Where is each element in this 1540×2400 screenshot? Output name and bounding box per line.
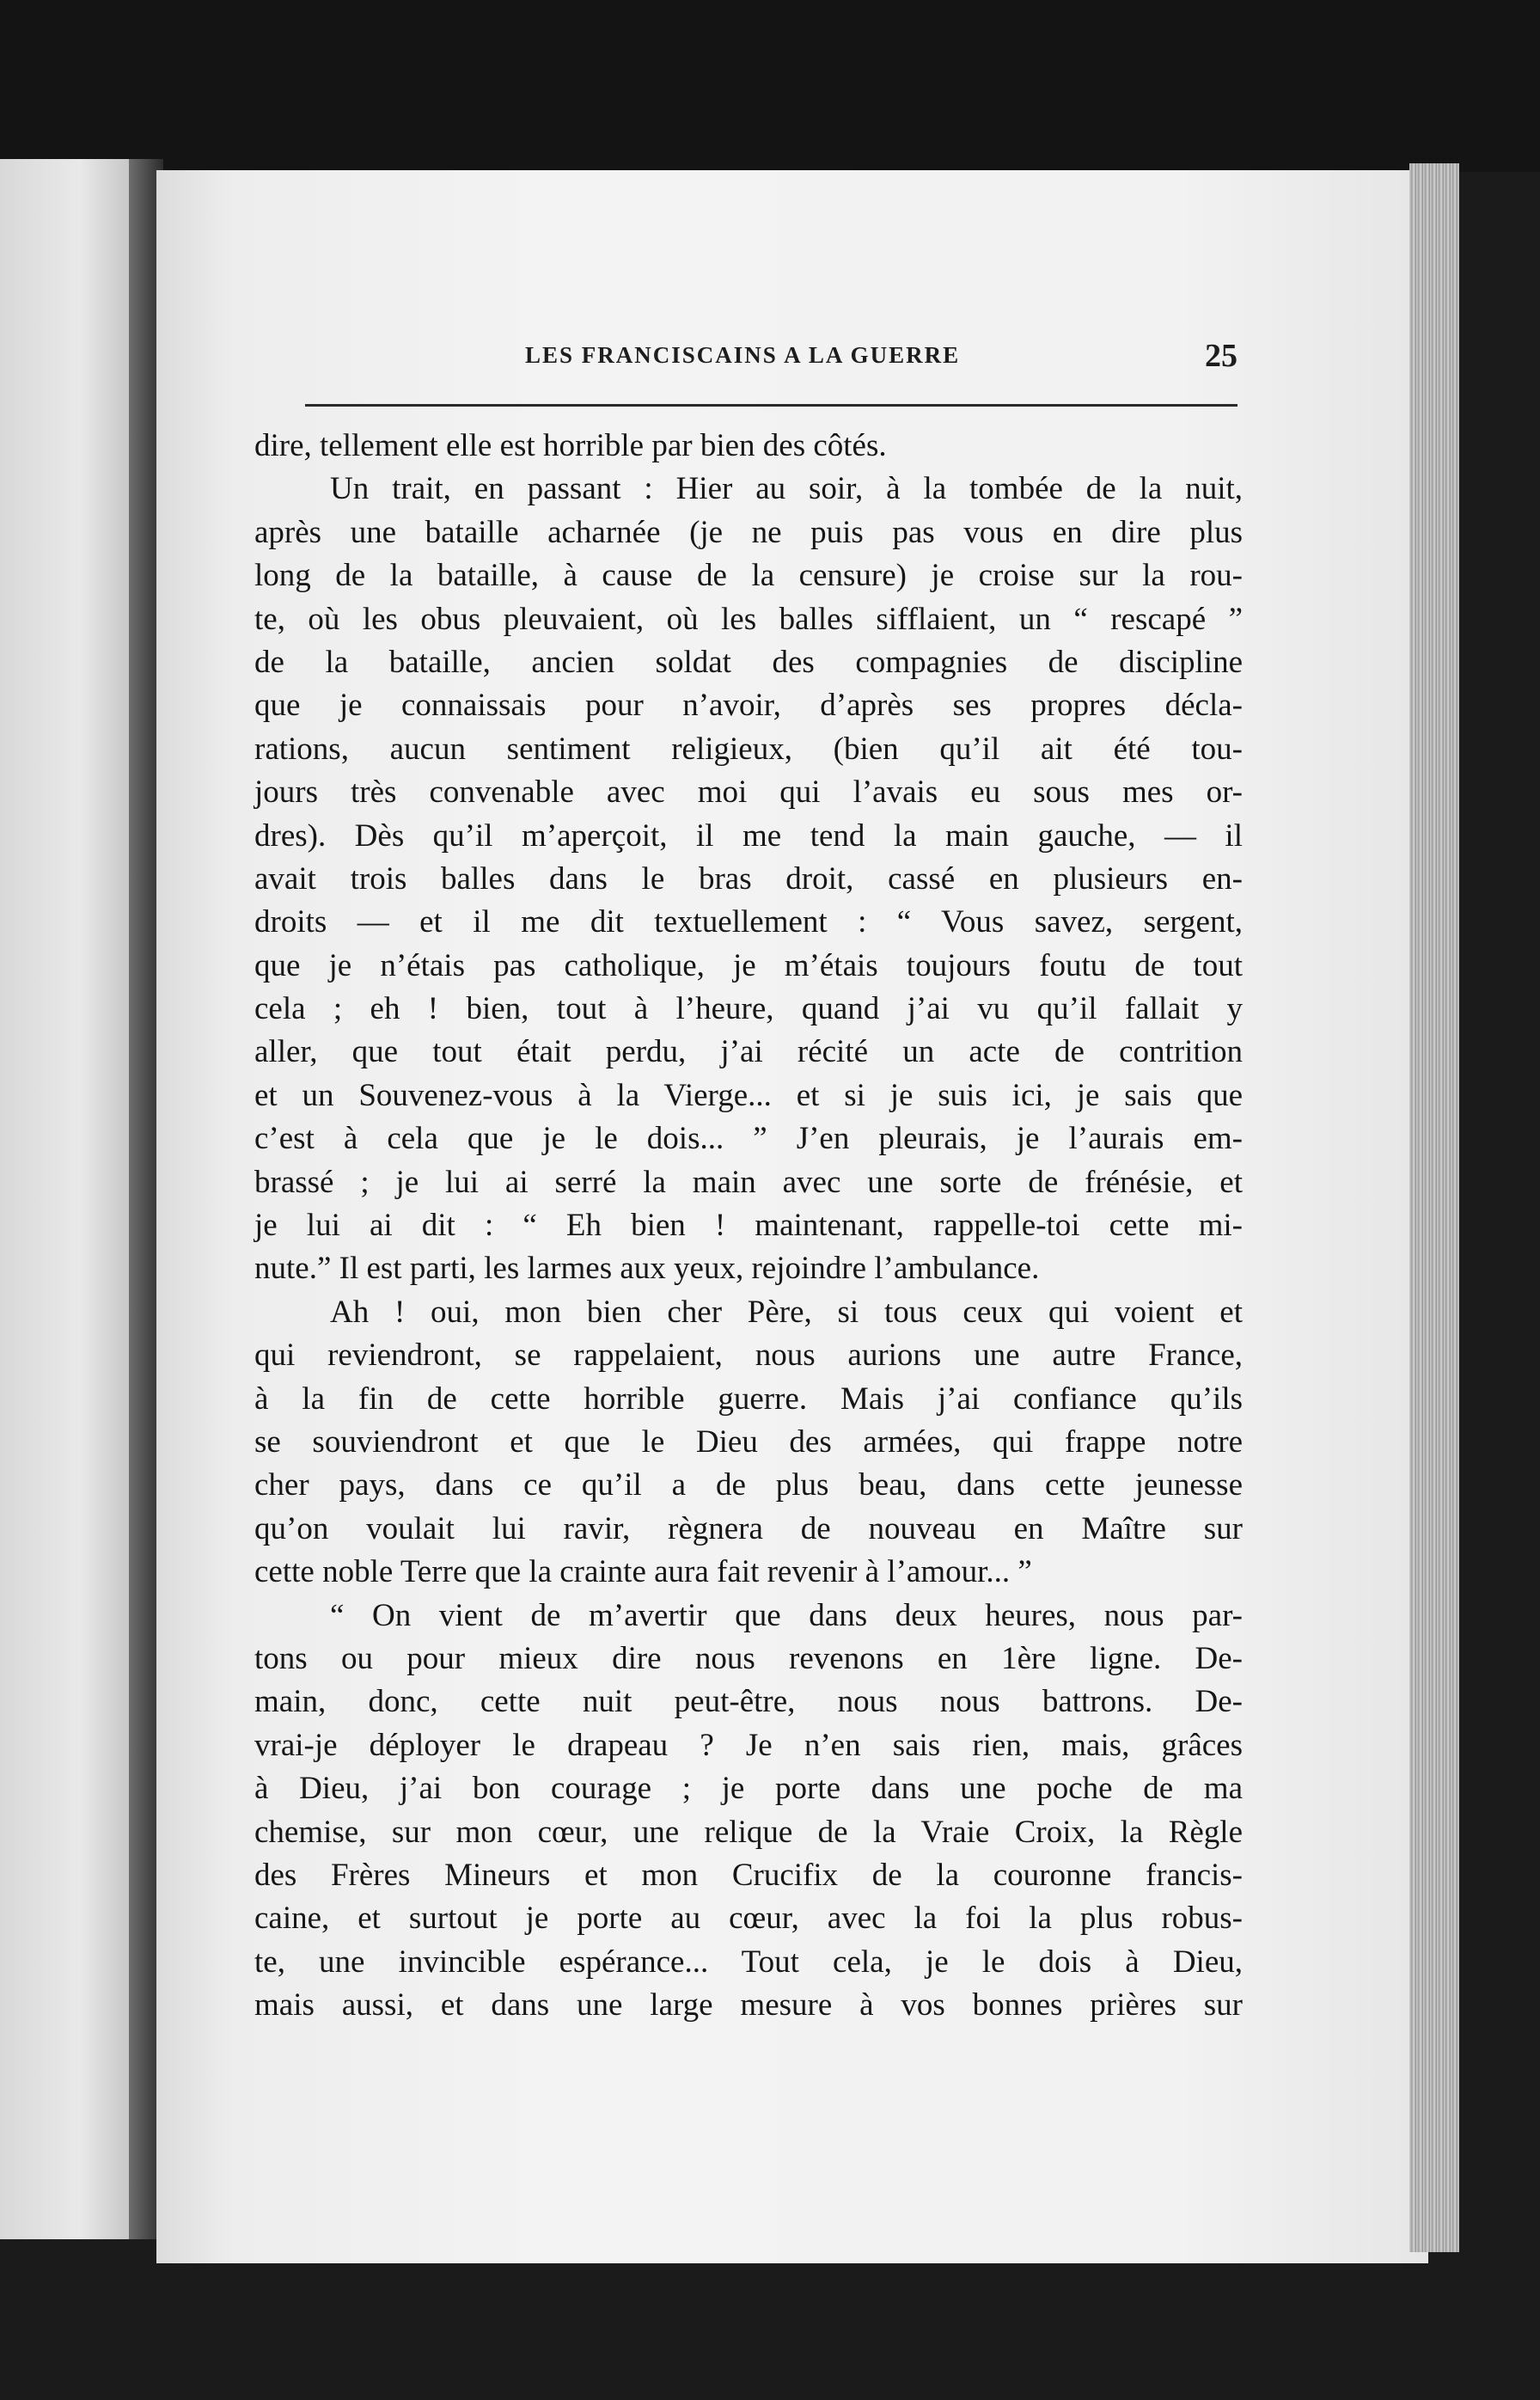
text-line: cela ; eh ! bien, tout à l’heure, quand j’ai vu qu’il fallait y [254,991,1243,1027]
page-stack-edges [1409,163,1459,2252]
text-line: cher pays, dans ce qu’il a de plus beau, dans cette jeunesse [254,1467,1243,1503]
text-line: caine, et surtout je porte au cœur, avec la foi la plus robus- [254,1901,1243,1937]
text-line: Un trait, en passant : Hier au soir, à la tombée de la nuit, [330,471,1243,507]
text-line: se souviendront et que le Dieu des armées, qui frappe notre [254,1423,1243,1460]
header-rule [305,404,1238,407]
text-line: brassé ; je lui ai serré la main avec une sorte de frénésie, et [254,1164,1243,1200]
text-line: c’est à cela que je le dois... ” J’en pleurais, je l’aurais em- [254,1121,1243,1157]
scan-background [0,0,1540,172]
text-line: je lui ai dit : “ Eh bien ! maintenant, rappelle-toi cette mi- [254,1208,1243,1244]
text-line: vrai-je déployer le drapeau ? Je n’en sais rien, mais, grâces [254,1727,1243,1763]
text-line: main, donc, cette nuit peut-être, nous nous battrons. De- [254,1684,1243,1720]
text-line: à Dieu, j’ai bon courage ; je porte dans une poche de ma [254,1771,1243,1807]
text-line: tons ou pour mieux dire nous revenons en 1ère ligne. De- [254,1640,1243,1676]
text-line: rations, aucun sentiment religieux, (bien qu’il ait été tou- [254,731,1243,767]
text-line: des Frères Mineurs et mon Crucifix de la couronne francis- [254,1857,1243,1893]
text-line: à la fin de cette horrible guerre. Mais j’ai confiance qu’ils [254,1381,1243,1417]
text-line: dire, tellement elle est horrible par bien des côtés. [254,428,887,463]
running-head [305,338,1238,383]
text-line: avait trois balles dans le bras droit, cassé en plusieurs en- [254,860,1243,897]
text-line: après une bataille acharnée (je ne puis pas vous en dire plus [254,514,1243,550]
text-line: de la bataille, ancien soldat des compagnies de discipline [254,644,1243,680]
text-line: te, une invincible espérance... Tout cela, je le dois à Dieu, [254,1944,1243,1980]
text-line: que je n’étais pas catholique, je m’étais toujours foutu de tout [254,947,1243,983]
body-text [254,425,1243,2027]
text-line: cette noble Terre que la crainte aura fait revenir à l’amour... ” [254,1554,1032,1590]
text-line: qu’on voulait lui ravir, règnera de nouveau en Maître sur [254,1510,1243,1546]
text-line: chemise, sur mon cœur, une relique de la Vraie Croix, la Règle [254,1814,1243,1850]
text-line: te, où les obus pleuvaient, où les balles sifflaient, un “ rescapé ” [254,601,1243,637]
text-line: Ah ! oui, mon bien cher Père, si tous ceux qui voient et [330,1294,1243,1330]
text-line: et un Souvenez-vous à la Vierge... et si je suis ici, je sais que [254,1077,1243,1113]
facing-page-edge [0,159,144,2239]
text-line: qui reviendront, se rappelaient, nous aurions une autre France, [254,1338,1243,1374]
text-line: jours très convenable avec moi qui l’avais eu sous mes or- [254,774,1243,811]
text-line: nute.” Il est parti, les larmes aux yeux, rejoindre l’ambulance. [254,1251,1040,1287]
text-line: long de la bataille, à cause de la censure) je croise sur la rou- [254,558,1243,594]
text-line: droits — et il me dit textuellement : “ Vous savez, sergent, [254,904,1243,940]
running-title: LES FRANCISCAINS A LA GUERRE [525,342,961,368]
text-line: que je connaissais pour n’avoir, d’après ses propres décla- [254,688,1243,724]
page-number: 25 [1205,338,1238,374]
text-line: mais aussi, et dans une large mesure à vos bonnes prières sur [254,1987,1243,2023]
text-line: dres). Dès qu’il m’aperçoit, il me tend la main gauche, — il [254,817,1243,854]
text-line: “ On vient de m’avertir que dans deux heures, nous par- [330,1597,1243,1633]
text-line: aller, que tout était perdu, j’ai récité un acte de contrition [254,1034,1243,1070]
